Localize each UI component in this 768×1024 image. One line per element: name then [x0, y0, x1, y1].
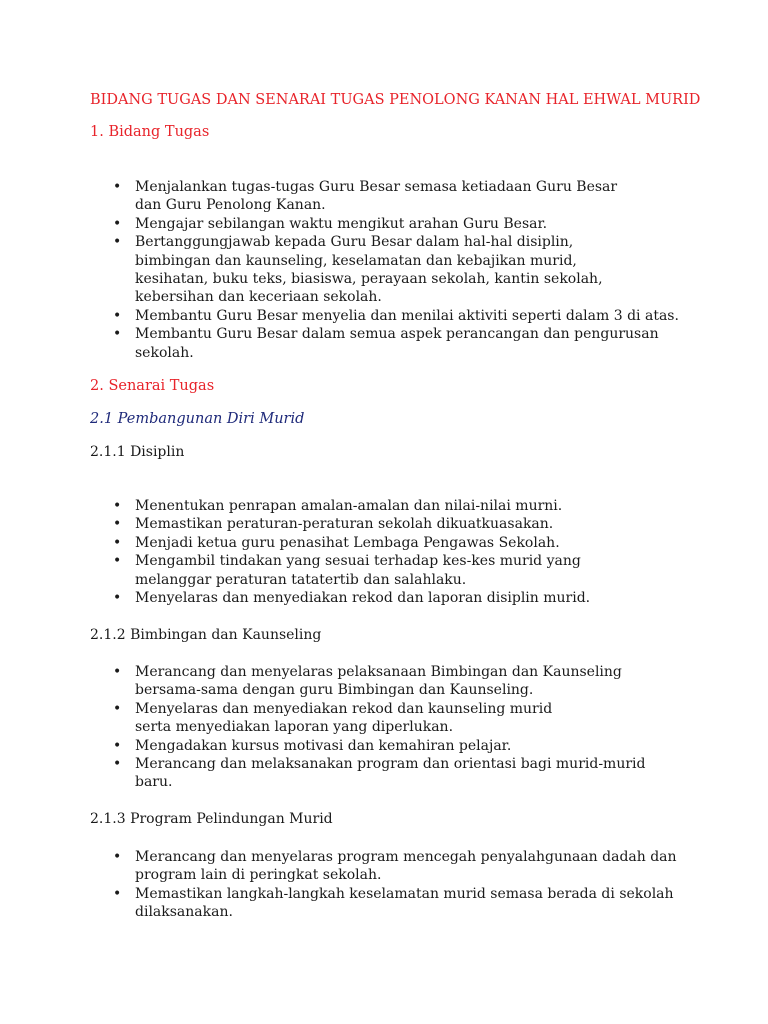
list-item: • Mengadakan kursus motivasi dan kemahiran pelajar. [0, 737, 690, 755]
list-item: • Memastikan peraturan-peraturan sekolah dikuatkuasakan. [0, 515, 690, 533]
list-item: • Membantu Guru Besar dalam semua aspek perancangan dan pengurusan sekolah. [0, 325, 690, 362]
subsection-heading-disiplin: 2.1.1 Disiplin [90, 444, 185, 460]
list-item: • Merancang dan melaksanakan program dan orientasi bagi murid-murid baru. [0, 755, 690, 792]
section-heading-senarai-tugas: 2. Senarai Tugas [90, 378, 215, 394]
pelindungan-list [0, 848, 690, 922]
bidang-tugas-list [0, 178, 690, 362]
list-item: • Mengambil tindakan yang sesuai terhadap kes-kes murid yang melanggar peraturan tatatertib dan salahlaku. [0, 552, 690, 589]
list-item: • Membantu Guru Besar menyelia dan menilai aktiviti seperti dalam 3 di atas. [0, 307, 690, 325]
list-item: • Menjalankan tugas-tugas Guru Besar semasa ketiadaan Guru Besar dan Guru Penolong Kanan. [0, 178, 690, 215]
list-item: • Merancang dan menyelaras program mencegah penyalahgunaan dadah dan program lain di peringkat sekolah. [0, 848, 690, 885]
document-title: BIDANG TUGAS DAN SENARAI TUGAS PENOLONG KANAN HAL EHWAL MURID [90, 92, 701, 108]
list-item: • Menyelaras dan menyediakan rekod dan kaunseling murid serta menyediakan laporan yang diperlukan. [0, 700, 690, 737]
list-item: • Memastikan langkah-langkah keselamatan murid semasa berada di sekolah dilaksanakan. [0, 885, 690, 922]
list-item: • Merancang dan menyelaras pelaksanaan Bimbingan dan Kaunseling bersama-sama dengan guru Bimbingan dan Kaunseling. [0, 663, 690, 700]
disiplin-list [0, 497, 690, 607]
section-heading-bidang-tugas: 1. Bidang Tugas [90, 124, 210, 140]
list-item: • Menjadi ketua guru penasihat Lembaga Pengawas Sekolah. [0, 534, 690, 552]
list-item: • Mengajar sebilangan waktu mengikut arahan Guru Besar. [0, 215, 690, 233]
subsection-heading-bimbingan-kaunseling: 2.1.2 Bimbingan dan Kaunseling [90, 627, 322, 643]
list-item: • Menentukan penrapan amalan-amalan dan nilai-nilai murni. [0, 497, 690, 515]
list-item: • Bertanggungjawab kepada Guru Besar dalam hal-hal disiplin, bimbingan dan kaunseling, keselamatan dan kebajikan murid, kesihatan, buku teks, biasiswa, perayaan sekolah, kantin sekolah, kebersihan dan keceriaan sekolah. [0, 233, 690, 307]
subsection-heading-pembangunan-diri-murid: 2.1 Pembangunan Diri Murid [90, 411, 305, 427]
list-item: • Menyelaras dan menyediakan rekod dan laporan disiplin murid. [0, 589, 690, 607]
subsection-heading-pelindungan-murid: 2.1.3 Program Pelindungan Murid [90, 811, 333, 827]
bimbingan-list [0, 663, 690, 792]
